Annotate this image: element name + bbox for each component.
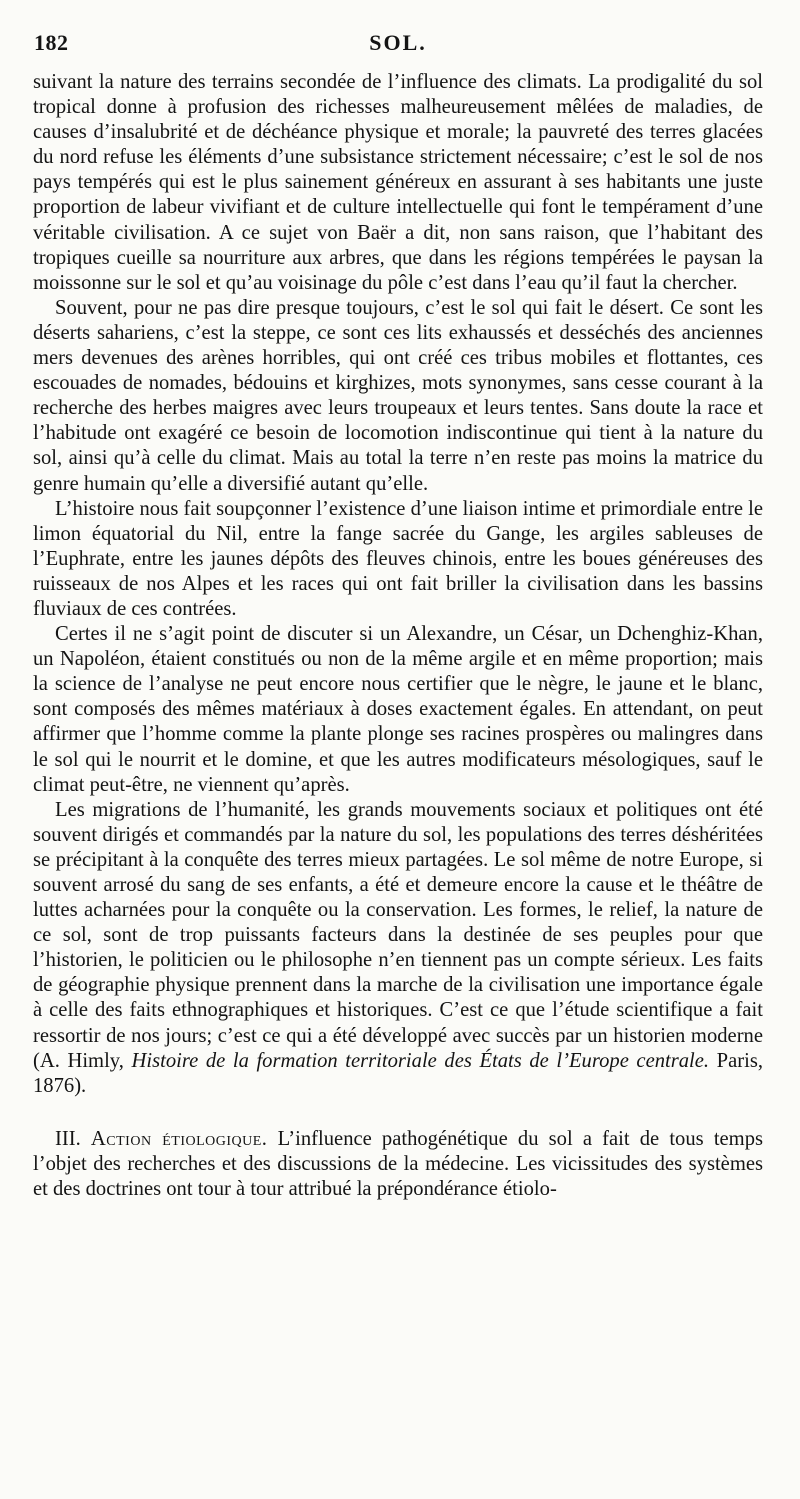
section-heading: Action étiologique.: [90, 1127, 268, 1150]
book-title: Histoire de la formation territoriale des États de l’Europe centrale.: [131, 1049, 710, 1072]
page-header: [34, 30, 762, 60]
paragraph-1: suivant la nature des terrains secondée de l’influence des climats. La prodigalité du sol tropical donne à profusion des richesses malheureusement mêlées de maladies, de causes d’insalubrité et de déchéance physique et morale; la pauvreté des terres glacées du nord refuse les éléments d’une subsistance strictement nécessaire; c’est le sol de nos pays tempérés qui est le plus sainement généreux en assurant à ses habitants une juste proportion de labeur vivifiant et de culture intellectuelle qui font le tempérament d’une véritable civilisation. A ce sujet von Baër a dit, non sans raison, que l’habitant des tropiques cueille sa nourriture aux arbres, que dans les régions tempérées le paysan la moissonne sur le sol et qu’au voisinage du pôle c’est dans l’eau qu’il faut la chercher.: [33, 71, 763, 294]
section-paragraph: [33, 1127, 763, 1202]
page-number: 182: [34, 30, 69, 55]
page-body: [33, 70, 763, 1202]
paragraph-3: L’histoire nous fait soupçonner l’existence d’une liaison intime et primordiale entre le limon équatorial du Nil, entre la fange sacrée du Gange, les argiles sableuses de l’Euphrate, entre les jaunes dépôts des fleuves chinois, entre les boues généreuses des ruisseaux de nos Alpes et les races qui ont fait briller la civilisation dans les bassins fluviaux de ces contrées.: [33, 497, 763, 620]
running-head: SOL.: [369, 30, 427, 55]
section-number: III.: [55, 1127, 81, 1150]
paragraph-2: Souvent, pour ne pas dire presque toujours, c’est le sol qui fait le désert. Ce sont les déserts sahariens, c’est la steppe, ce sont ces lits exhaussés et desséchés des anciennes mers devenues des arènes horribles, qui ont créé ces tribus mobiles et flottantes, ces escouades de nomades, bédouins et kirghizes, mots synonymes, sans cesse courant à la recherche des herbes maigres avec leurs troupeaux et leurs tentes. Sans doute la race et l’habitude ont exagéré ce besoin de locomotion indiscontinue qui tient à la nature du sol, ainsi qu’à celle du climat. Mais au total la terre n’en reste pas moins la matrice du genre humain qu’elle a diversifié autant qu’elle.: [33, 296, 763, 495]
paragraph-4: Certes il ne s’agit point de discuter si un Alexandre, un César, un Dchenghiz-Khan, un Napoléon, étaient constitués ou non de la même argile et en même proportion; mais la science de l’analyse ne peut encore nous certifier que le nègre, le jaune et le blanc, sont composés des mêmes matériaux à doses exactement égales. En attendant, on peut affirmer que l’homme comme la plante plonge ses racines prospères ou malingres dans le sol qui le nourrit et le domine, et que les autres modificateurs mésologiques, sauf le climat peut-être, ne viennent qu’après.: [33, 623, 763, 796]
paragraph-5: [33, 798, 763, 1099]
paragraph-5-end: Paris, 1876).: [33, 1049, 763, 1097]
paragraph-5-text: Les migrations de l’humanité, les grands mouvements sociaux et politiques ont été souvent dirigés et commandés par la nature du sol, les populations des terres déshéritées se précipitant à la conquête des terres mieux partagées. Le sol même de notre Europe, si souvent arrosé du sang de ses enfants, a été et demeure encore la cause et le théâtre de luttes acharnées pour la conquête ou la conservation. Les formes, le relief, la nature de ce sol, sont de trop puissants facteurs dans la destinée de ses peuples pour que l’historien, le politicien ou le philosophe n’en tiennent pas un compte sérieux. Les faits de géographie physique prennent dans la marche de la civilisation une importance égale à celle des faits ethnographiques et historiques. C’est ce que l’étude scientifique a fait ressortir de nos jours; c’est ce qui a été développé avec succès par un historien moderne (A. Himly,: [33, 798, 763, 1072]
section-text: L’influence pathogénétique du sol a fait de tous temps l’objet des recherches et des discussions de la médecine. Les vicissitudes des systèmes et des doctrines ont tour à tour attribué la prépondérance étiolo-: [33, 1127, 764, 1201]
